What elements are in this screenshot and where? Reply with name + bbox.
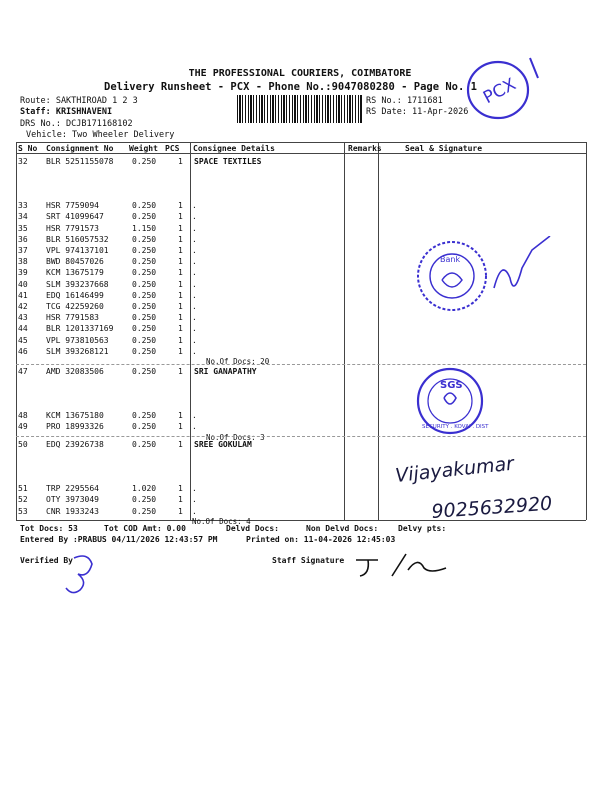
handwritten-phone: 9025632920 <box>430 492 553 523</box>
total-docs: Tot Docs: 53 <box>20 524 78 533</box>
serial-number: 46 <box>18 346 28 356</box>
consignee-detail: . <box>192 223 197 233</box>
col-remarks: Remarks <box>348 144 382 153</box>
table-left-border <box>16 142 17 520</box>
route: Route: SAKTHIROAD 1 2 3 <box>20 96 138 106</box>
staff-signature <box>350 548 450 584</box>
serial-number: 49 <box>18 422 28 432</box>
group-separator <box>16 436 586 437</box>
weight-value: 0.250 <box>132 302 157 311</box>
table-row <box>18 484 358 495</box>
non-delivered-docs: Non Delvd Docs: <box>306 524 379 533</box>
consignment-number: HSR 7759094 <box>46 201 99 211</box>
table-row <box>18 212 358 223</box>
pieces-count: 1 <box>178 302 183 311</box>
table-row <box>18 224 358 235</box>
consignment-number: CNR 1933243 <box>46 506 99 516</box>
serial-number: 34 <box>18 212 28 222</box>
rs-date: RS Date: 11-Apr-2026 <box>366 107 469 117</box>
pieces-count: 1 <box>178 234 183 244</box>
consignee-detail: . <box>192 212 197 222</box>
consignee-detail: . <box>192 346 197 356</box>
weight-value: 0.250 <box>132 367 157 376</box>
pieces-count: 1 <box>178 313 183 323</box>
delivery-points: Delvy pts: <box>398 524 447 533</box>
round-seal-stamp <box>410 236 560 316</box>
consignee-detail: . <box>192 201 197 211</box>
serial-number: 52 <box>18 495 28 505</box>
serial-number: 44 <box>18 324 28 334</box>
weight-value: 0.250 <box>132 335 157 345</box>
table-row <box>18 347 358 358</box>
weight-value: 1.150 <box>132 223 157 233</box>
consignment-number: EDQ 23926738 <box>46 440 104 449</box>
table-row <box>18 302 358 313</box>
col-pcs: PCS <box>165 144 180 153</box>
consignee-detail: . <box>192 234 197 244</box>
group-docs-count: No.Of Docs: 20 <box>206 357 270 366</box>
consignment-number: SLM 393237668 <box>46 279 109 289</box>
pieces-count: 1 <box>178 367 183 376</box>
consignee-detail: . <box>192 313 197 323</box>
company-name: THE PROFESSIONAL COURIERS, COIMBATORE <box>188 68 412 79</box>
weight-value: 0.250 <box>132 157 157 166</box>
serial-number: 36 <box>18 234 28 244</box>
pcx-stamp-text: PCX <box>480 74 520 109</box>
weight-value: 0.250 <box>132 257 157 267</box>
vehicle: Vehicle: Two Wheeler Delivery <box>26 130 175 140</box>
table-row <box>18 157 358 168</box>
pieces-count: 1 <box>178 290 183 300</box>
consignee-detail: . <box>192 422 197 432</box>
serial-number: 40 <box>18 279 28 289</box>
consignment-number: VPL 974137101 <box>46 246 109 255</box>
serial-number: 43 <box>18 313 28 323</box>
consignment-number: TRP 2295564 <box>46 484 99 494</box>
weight-value: 0.250 <box>132 324 157 334</box>
table-row <box>18 246 358 257</box>
consignee-detail: . <box>192 484 197 494</box>
consignment-number: PRO 18993326 <box>46 422 104 432</box>
weight-value: 0.250 <box>132 440 157 449</box>
serial-number: 41 <box>18 290 28 300</box>
group-docs-count: No.Of Docs: 4 <box>192 516 251 526</box>
table-row <box>18 235 358 246</box>
table-row <box>18 201 358 212</box>
pieces-count: 1 <box>178 212 183 222</box>
pieces-count: 1 <box>178 324 183 334</box>
consignee-detail: . <box>192 246 197 255</box>
consignee-detail: . <box>192 257 197 267</box>
consignee-name: SPACE TEXTILES <box>194 157 262 166</box>
consignment-number: HSR 7791583 <box>46 313 99 323</box>
pieces-count: 1 <box>178 440 183 449</box>
staff-signature-label: Staff Signature <box>272 556 345 565</box>
weight-value: 0.250 <box>132 506 157 516</box>
pieces-count: 1 <box>178 279 183 289</box>
drs-number: DRS No.: DCJB171168102 <box>20 119 133 129</box>
rs-number: RS No.: 1711681 <box>366 96 443 106</box>
serial-number: 42 <box>18 302 28 311</box>
pieces-count: 1 <box>178 268 183 278</box>
consignee-detail: . <box>192 290 197 300</box>
weight-value: 0.250 <box>132 411 157 421</box>
weight-value: 0.250 <box>132 268 157 278</box>
consignment-number: BLR 5251155078 <box>46 157 114 166</box>
pieces-count: 1 <box>178 422 183 432</box>
serial-number: 37 <box>18 246 28 255</box>
group-docs-count: No.Of Docs: 3 <box>206 432 265 442</box>
weight-value: 1.020 <box>132 484 157 494</box>
consignment-number: HSR 7791573 <box>46 223 99 233</box>
weight-value: 0.250 <box>132 313 157 323</box>
table-row <box>18 507 358 518</box>
weight-value: 0.250 <box>132 290 157 300</box>
runsheet-title: Delivery Runsheet - PCX - Phone No.:9047080280 - Page No. 1 <box>104 81 477 93</box>
pieces-count: 1 <box>178 157 183 166</box>
consignee-detail: . <box>192 506 197 516</box>
col-sno: S No <box>18 144 38 153</box>
consignee-detail: . <box>192 495 197 505</box>
printed-on: Printed on: 11-04-2026 12:45:03 <box>246 535 396 544</box>
consignment-number: KCM 13675179 <box>46 268 104 278</box>
group-separator <box>16 364 586 365</box>
col-consignee-details: Consignee Details <box>193 144 275 153</box>
table-row <box>18 367 358 378</box>
delivered-docs: Delvd Docs: <box>226 524 279 533</box>
entered-by: Entered By :PRABUS 04/11/2026 12:43:57 PM <box>20 535 218 544</box>
col-consignment: Consignment No <box>46 144 114 153</box>
consignment-number: TCG 42259260 <box>46 302 104 311</box>
consignment-number: SRT 41099647 <box>46 212 104 222</box>
weight-value: 0.250 <box>132 346 157 356</box>
table-row <box>18 324 358 335</box>
table-row <box>18 495 358 506</box>
consignee-detail: . <box>192 324 197 334</box>
serial-number: 35 <box>18 223 28 233</box>
verified-by-label: Verified By <box>20 556 73 565</box>
consignment-number: VPL 973810563 <box>46 335 109 345</box>
weight-value: 0.250 <box>132 495 157 505</box>
consignment-number: AMD 32083506 <box>46 367 104 376</box>
serial-number: 48 <box>18 411 28 421</box>
serial-number: 47 <box>18 367 28 376</box>
table-row <box>18 268 358 279</box>
pieces-count: 1 <box>178 246 183 255</box>
table-row <box>18 257 358 268</box>
serial-number: 45 <box>18 335 28 345</box>
pieces-count: 1 <box>178 257 183 267</box>
consignment-number: EDQ 16146499 <box>46 290 104 300</box>
sgs-ring-text: SECURITY . KOVAI . DIST <box>422 424 489 430</box>
handwritten-note <box>392 452 592 532</box>
seal-column-border <box>378 142 379 520</box>
sgs-stamp-text: SGS <box>440 380 463 391</box>
pieces-count: 1 <box>178 223 183 233</box>
table-row <box>18 313 358 324</box>
pieces-count: 1 <box>178 411 183 421</box>
serial-number: 38 <box>18 257 28 267</box>
pieces-count: 1 <box>178 506 183 516</box>
table-row <box>18 422 358 433</box>
consignee-name: SREE GOKULAM <box>194 440 252 449</box>
barcode <box>237 95 362 123</box>
weight-value: 0.250 <box>132 201 157 211</box>
consignment-number: BWD 80457026 <box>46 257 104 267</box>
verifier-signature <box>60 548 104 596</box>
pieces-count: 1 <box>178 495 183 505</box>
col-weight: Weight <box>129 144 158 153</box>
table-row <box>18 291 358 302</box>
serial-number: 32 <box>18 157 28 166</box>
weight-value: 0.250 <box>132 212 157 222</box>
table-row <box>18 440 358 451</box>
serial-number: 50 <box>18 440 28 449</box>
weight-value: 0.250 <box>132 234 157 244</box>
handwritten-name: Vijayakumar <box>394 452 515 487</box>
col-seal-signature: Seal & Signature <box>405 144 483 153</box>
table-top-border <box>16 142 586 143</box>
consignee-detail: . <box>192 411 197 421</box>
weight-value: 0.250 <box>132 422 157 432</box>
pieces-count: 1 <box>178 201 183 211</box>
consignee-detail: . <box>192 302 197 311</box>
round-seal-text: Bank <box>440 255 461 264</box>
consignment-number: KCM 13675180 <box>46 411 104 421</box>
consignee-detail: . <box>192 335 197 345</box>
serial-number: 39 <box>18 268 28 278</box>
staff-name: Staff: KRISHNAVENI <box>20 107 113 117</box>
pieces-count: 1 <box>178 335 183 345</box>
total-cod-amount: Tot COD Amt: 0.00 <box>104 524 186 533</box>
consignee-detail: . <box>192 268 197 278</box>
pieces-count: 1 <box>178 484 183 494</box>
table-row <box>18 336 358 347</box>
sgs-stamp <box>408 366 492 436</box>
pcx-stamp <box>460 50 540 130</box>
table-header-border <box>16 153 586 154</box>
serial-number: 53 <box>18 506 28 516</box>
consignment-number: OTY 3973049 <box>46 495 99 505</box>
consignment-number: BLR 516057532 <box>46 234 109 244</box>
consignee-detail: . <box>192 279 197 289</box>
serial-number: 33 <box>18 201 28 211</box>
consignment-number: BLR 1201337169 <box>46 324 114 334</box>
pieces-count: 1 <box>178 346 183 356</box>
table-row <box>18 280 358 291</box>
consignee-name: SRI GANAPATHY <box>194 367 257 376</box>
table-row <box>18 411 358 422</box>
weight-value: 0.250 <box>132 246 157 255</box>
weight-value: 0.250 <box>132 279 157 289</box>
serial-number: 51 <box>18 484 28 494</box>
consignment-number: SLM 393268121 <box>46 346 109 356</box>
